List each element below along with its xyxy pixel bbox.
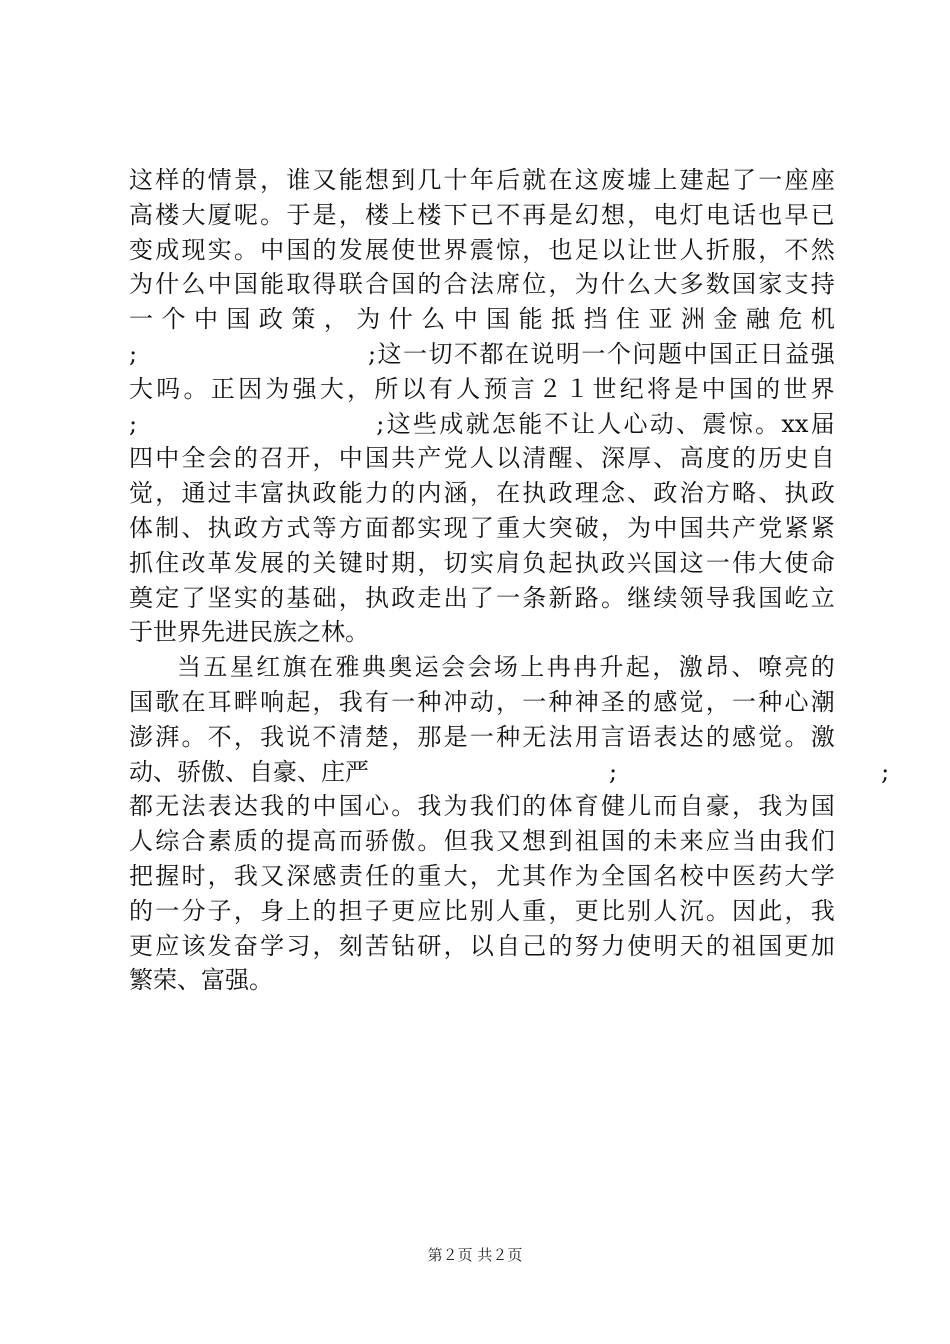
text-line: 觉 ， 通 过 丰 富 执 政 能 力 的 内 涵 ， 在 执 政 理 念 、 政 治 方 略 、 执 政 — [129, 479, 835, 508]
text-line: 抓 住 改 革 发 展 的 关 键 时 期 ， 切 实 肩 负 起 执 政 兴 国 这 一 伟 大 使 命 — [129, 548, 835, 577]
text-line: 变 成 现 实 。 中 国 的 发 展 使 世 界 震 惊 ， 也 足 以 让 世 人 折 服 ， 不 然 — [129, 235, 835, 264]
text-line: 于世界先进民族之林。 — [129, 618, 369, 647]
text-line: 更 应 该 发 奋 学 习 ， 刻 苦 钻 研 ， 以 自 己 的 努 力 使 明 天 的 祖 国 更 加 — [129, 931, 835, 960]
text-line: 繁荣、富强。 — [129, 966, 273, 995]
text-line: 高 楼 大 厦 呢 。 于 是 ， 楼 上 楼 下 已 不 再 是 幻 想 ， 电 灯 电 话 也 早 已 — [129, 200, 835, 229]
paragraph — [129, 650, 890, 998]
document-body — [129, 163, 890, 998]
text-line: 动 、 骄 傲 、 自 豪 、 庄 严 ; ; — [129, 757, 890, 786]
text-line: ; ; 这 一 切 不 都 在 说 明 一 个 问 题 中 国 正 日 益 强 — [129, 339, 835, 368]
text-line: 体 制 、 执 政 方 式 等 方 面 都 实 现 了 重 大 突 破 ， 为 中 国 共 产 党 紧 紧 — [129, 513, 835, 542]
text-line: 澎 湃 。 不 ， 我 说 不 清 楚 ， 那 是 一 种 无 法 用 言 语 表 达 的 感 觉 。 激 — [129, 722, 835, 751]
text-line: ; ; 这 些 成 就 怎 能 不 让 人 心 动 、 震 惊 。 xx 届 — [129, 409, 835, 438]
paragraph — [129, 163, 835, 650]
text-line: 的 一 分 子 ， 身 上 的 担 子 更 应 比 别 人 重 ， 更 比 别 人 沉 。 因 此 ， 我 — [129, 896, 835, 925]
text-line: 人 综 合 素 质 的 提 高 而 骄 傲 。 但 我 又 想 到 祖 国 的 未 来 应 当 由 我 们 — [129, 827, 835, 856]
text-line: 把 握 时 ， 我 又 深 感 责 任 的 重 大 ， 尤 其 作 为 全 国 名 校 中 医 药 大 学 — [129, 861, 835, 890]
text-line: 这 样 的 情 景 ， 谁 又 能 想 到 几 十 年 后 就 在 这 废 墟 上 建 起 了 一 座 座 — [129, 166, 835, 194]
text-line: 一 个 中 国 政 策 ， 为 什 么 中 国 能 抵 挡 住 亚 洲 金 融 危 机 — [129, 305, 835, 334]
text-line: 四 中 全 会 的 召 开 ， 中 国 共 产 党 人 以 清 醒 、 深 厚 、 高 度 的 历 史 自 — [129, 444, 835, 473]
page-footer: 第２页 共２页 — [427, 1246, 523, 1264]
text-line: 大 吗 。 正 因 为 强 大 ， 所 以 有 人 预 言 ２ １ 世 纪 将 是 中 国 的 世 界 — [129, 374, 835, 403]
text-line: 为 什 么 中 国 能 取 得 联 合 国 的 合 法 席 位 ， 为 什 么 大 多 数 国 家 支 持 — [129, 270, 835, 299]
text-line: 国 歌 在 耳 畔 响 起 ， 我 有 一 种 冲 动 ， 一 种 神 圣 的 感 觉 ， 一 种 心 潮 — [129, 687, 835, 716]
text-line: 奠 定 了 坚 实 的 基 础 ， 执 政 走 出 了 一 条 新 路 。 继 续 领 导 我 国 屹 立 — [129, 583, 835, 612]
text-line: 当 五 星 红 旗 在 雅 典 奥 运 会 会 场 上 冉 冉 升 起 ， 激 昂 、 嘹 亮 的 — [177, 653, 835, 682]
text-line: 都 无 法 表 达 我 的 中 国 心 。 我 为 我 们 的 体 育 健 儿 而 自 豪 ， 我 为 国 — [129, 792, 835, 821]
